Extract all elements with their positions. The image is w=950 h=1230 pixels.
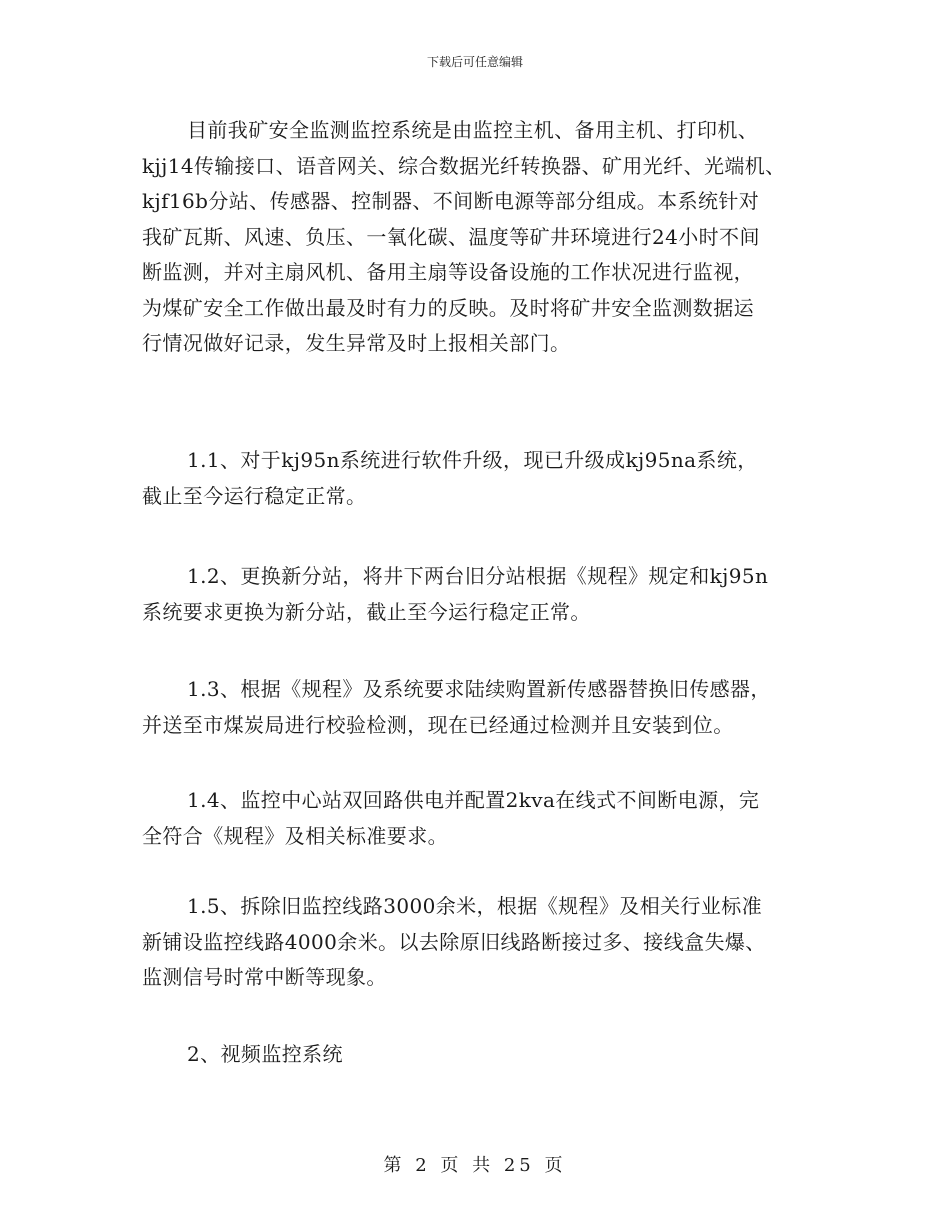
intro-line: 目前我矿安全监测监控系统是由监控主机、备用主机、打印机、 xyxy=(187,118,759,142)
list-item xyxy=(142,889,810,996)
intro-line: 行情况做好记录，发生异常及时上报相关部门。 xyxy=(142,331,571,355)
intro-line: kjj14传输接口、语音网关、综合数据光纤转换器、矿用光纤、光端机、 xyxy=(142,153,786,178)
item-line: 1.1、对于kj95n系统进行软件升级，现已升级成kj95na系统， xyxy=(187,448,758,472)
item-line: 1.3、根据《规程》及系统要求陆续购置新传感器替换旧传感器， xyxy=(187,677,771,701)
item-line: 系统要求更换为新分站，截止至今运行稳定正常。 xyxy=(142,599,591,624)
list-item xyxy=(142,443,810,514)
intro-line: 为煤矿安全工作做出最及时有力的反映。及时将矿井安全监测数据运 xyxy=(142,295,754,320)
intro-line: kjf16b分站、传感器、控制器、不间断电源等部分组成。本系统针对 xyxy=(142,189,760,213)
page-number: 第 2 页 共 25 页 xyxy=(383,1155,567,1176)
item-line: 1.2、更换新分站，将井下两台旧分站根据《规程》规定和kj95n xyxy=(187,564,769,588)
item-line: 1.5、拆除旧监控线路3000余米，根据《规程》及相关行业标准 xyxy=(187,894,763,918)
list-item xyxy=(142,559,810,630)
item-line: 截止至今运行稳定正常。 xyxy=(142,483,367,508)
intro-line: 断监测，并对主扇风机、备用主扇等设备设施的工作状况进行监视， xyxy=(142,260,754,284)
item-line: 并送至市煤炭局进行校验检测，现在已经通过检测并且安装到位。 xyxy=(142,712,734,737)
page-header: 下载后可任意编辑 xyxy=(426,55,523,69)
item-line: 监测信号时常中断等现象。 xyxy=(142,965,387,989)
list-item xyxy=(142,672,810,743)
item-line: 1.4、监控中心站双回路供电并配置2kva在线式不间断电源，完 xyxy=(187,788,760,812)
section-heading: 2、视频监控系统 xyxy=(187,1042,343,1066)
list-item xyxy=(142,783,810,854)
item-line: 全符合《规程》及相关标准要求。 xyxy=(142,823,448,848)
intro-line: 我矿瓦斯、风速、负压、一氧化碳、温度等矿井环境进行24小时不间 xyxy=(142,224,760,249)
item-line: 新铺设监控线路4000余米。以去除原旧线路断接过多、接线盒失爆、 xyxy=(142,929,766,954)
intro-paragraph xyxy=(142,113,810,362)
